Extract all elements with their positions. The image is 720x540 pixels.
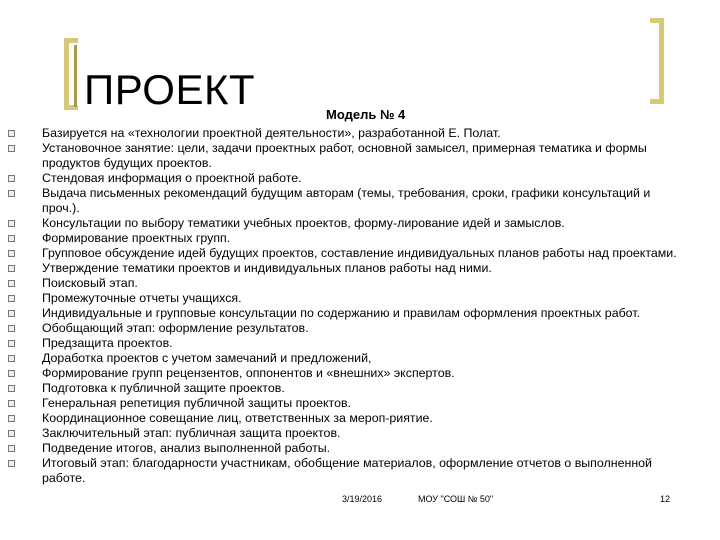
list-item	[0, 366, 720, 381]
list-item	[0, 141, 720, 171]
list-item-text: Координационное совещание лиц, ответственных за мероп-риятие.	[42, 411, 433, 425]
bullet-square-icon	[8, 340, 14, 347]
bullet-square-icon	[8, 235, 14, 242]
list-item-text: Формирование проектных групп.	[42, 231, 231, 245]
bullet-square-icon	[8, 370, 14, 377]
list-item	[0, 381, 720, 396]
list-item-text: Поисковый этап.	[42, 276, 138, 290]
bullet-square-icon	[8, 400, 14, 407]
list-item	[0, 456, 720, 486]
list-item	[0, 171, 720, 186]
bullet-square-icon	[8, 190, 14, 197]
bullet-square-icon	[8, 145, 14, 152]
list-item	[0, 186, 720, 216]
list-item	[0, 246, 720, 261]
list-item	[0, 351, 720, 366]
list-item	[0, 336, 720, 351]
list-item-text: Подведение итогов, анализ выполненной работы.	[42, 441, 331, 455]
list-item	[0, 321, 720, 336]
footer-page-number: 12	[660, 494, 671, 504]
list-item-text: Итоговый этап: благодарности участникам, обобщение материалов, оформление отчетов о выполненной работе.	[42, 456, 652, 485]
list-item-text: Обобщающий этап: оформление результатов.	[42, 321, 309, 335]
bullet-square-icon	[8, 265, 14, 272]
right-bracket-decoration	[650, 18, 664, 104]
list-item	[0, 411, 720, 426]
list-item	[0, 276, 720, 291]
list-item-text: Групповое обсуждение идей будущих проектов, составление индивидуальных планов работы над проектами.	[42, 246, 677, 260]
list-item-text: Базируется на «технологии проектной деятельности», разработанной Е. Полат.	[42, 126, 501, 140]
bullet-square-icon	[8, 445, 14, 452]
slide-title: ПРОЕКТ	[84, 66, 256, 113]
list-item	[0, 396, 720, 411]
bullet-square-icon	[8, 250, 14, 257]
bullet-square-icon	[8, 130, 14, 137]
list-item-text: Установочное занятие: цели, задачи проектных работ, основной замысел, примерная тематика и формы продуктов будущих проектов.	[42, 141, 647, 170]
list-item-text: Подготовка к публичной защите проектов.	[42, 381, 285, 395]
bullet-square-icon	[8, 175, 14, 182]
list-item	[0, 216, 720, 231]
list-item-text: Генеральная репетиция публичной защиты проектов.	[42, 396, 351, 410]
list-item	[0, 126, 720, 141]
left-bracket-decoration	[64, 38, 78, 110]
footer-date: 3/19/2016	[342, 494, 383, 504]
list-item-text: Индивидуальные и групповые консультации по содержанию и правилам оформления проектных работ.	[42, 306, 641, 320]
list-item-text: Промежуточные отчеты учащихся.	[42, 291, 242, 305]
bullet-square-icon	[8, 220, 14, 227]
list-item	[0, 441, 720, 456]
footer-organization: МОУ "СОШ № 50"	[418, 494, 494, 504]
list-item-text: Выдача письменных рекомендаций будущим авторам (темы, требования, сроки, графики консультаций и проч.).	[42, 186, 651, 215]
list-item-text: Формирование групп рецензентов, оппонентов и «внешних» экспертов.	[42, 366, 455, 380]
bullet-square-icon	[8, 295, 14, 302]
bullet-square-icon	[8, 430, 14, 437]
list-item	[0, 231, 720, 246]
bullet-list	[0, 126, 720, 486]
list-item	[0, 306, 720, 321]
list-item-text: Заключительный этап: публичная защита проектов.	[42, 426, 341, 440]
bullet-square-icon	[8, 415, 14, 422]
bullet-square-icon	[8, 280, 14, 287]
list-item-text: Предзащита проектов.	[42, 336, 173, 350]
list-item	[0, 291, 720, 306]
list-item-text: Доработка проектов с учетом замечаний и предложений,	[42, 351, 372, 365]
bullet-square-icon	[8, 385, 14, 392]
bullet-square-icon	[8, 355, 14, 362]
list-item	[0, 426, 720, 441]
list-item	[0, 261, 720, 276]
slide-subtitle: Модель № 4	[326, 107, 406, 122]
bullet-square-icon	[8, 310, 14, 317]
bullet-square-icon	[8, 325, 14, 332]
bullet-square-icon	[8, 460, 14, 467]
list-item-text: Утверждение тематики проектов и индивидуальных планов работы над ними.	[42, 261, 492, 275]
list-item-text: Консультации по выбору тематики учебных проектов, форму-лирование идей и замыслов.	[42, 216, 565, 230]
list-item-text: Стендовая информация о проектной работе.	[42, 171, 302, 185]
